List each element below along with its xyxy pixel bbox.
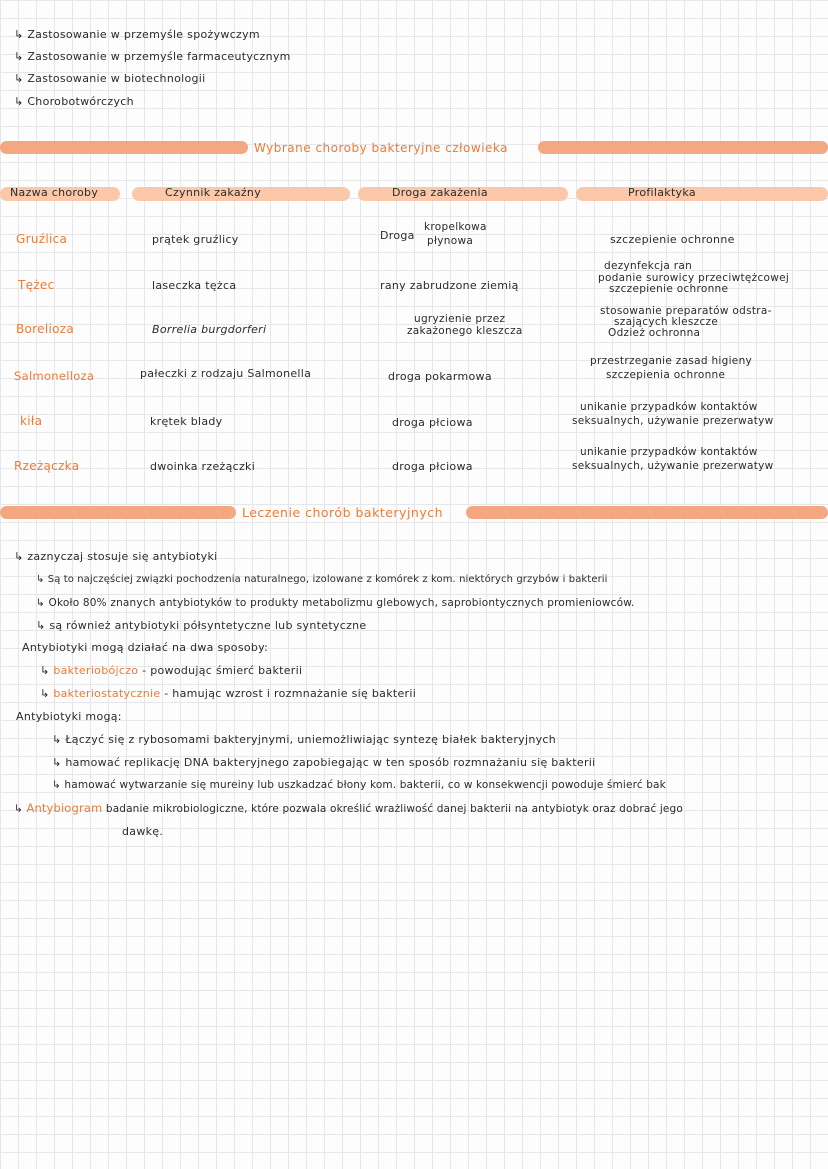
disease-name: Gruźlica [16,232,68,246]
prevention-line: Odzież ochronna [608,327,701,339]
disease-name: Rzeżączka [14,459,80,473]
note-line: ↳ hamować replikację DNA bakteryjnego zapobiegając w ten sposób rozmnażaniu się bakterii [52,756,596,769]
intro-line: ↳ Chorobotwórczych [14,95,134,108]
note-line: ↳ Łączyć się z rybosomami bakteryjnymi, uniemożliwiając syntezę białek bakteryjnych [52,733,557,746]
term-description: badanie mikrobiologiczne, które pozwala określić wrażliwość danej bakterii na antybiotyk oraz dobrać jego [105,803,683,815]
prevention-line: szczepienia ochronne [606,369,726,381]
disease-name: kiła [20,414,43,428]
route-line: droga płciowa [392,460,473,473]
prevention-line: szczepienie ochronne [609,283,729,295]
prevention-line: stosowanie preparatów odstra- [600,305,772,317]
infectious-agent: pałeczki z rodzaju Salmonella [140,367,312,380]
term-antibiogram: Antybiogram [26,801,103,815]
route-line: rany zabrudzone ziemią [380,279,519,292]
note-line: ↳ Około 80% znanych antybiotyków to produkty metabolizmu glebowych, saprobiontycznych promieniowców. [36,597,635,609]
prevention-line: unikanie przypadków kontaktów [580,401,758,413]
note-line: Antybiotyki mogą działać na dwa sposoby: [22,641,269,654]
section-title-diseases: Wybrane choroby bakteryjne człowieka [254,141,509,155]
disease-name: Tężec [18,278,55,292]
term-description: - powodując śmierć bakterii [142,664,303,677]
prevention-line: szających kleszcze [614,316,719,328]
infectious-agent: prątek gruźlicy [152,233,239,246]
note-line: ↳ bakteriobójczo - powodując śmierć bakterii [40,664,303,677]
route-line: płynowa [427,235,474,247]
prevention-line: unikanie przypadków kontaktów [580,446,758,458]
route-line: droga płciowa [392,416,473,429]
section-divider-bar [466,506,828,519]
header-pill [576,187,828,201]
table-header-route: Droga zakażenia [392,186,488,199]
note-line: dawkę. [122,825,164,838]
table-header-prevention: Profilaktyka [628,186,696,199]
section-divider-bar [538,141,828,154]
term-bactericidal: bakteriobójczo [53,664,139,677]
section-title-treatment: Leczenie chorób bakteryjnych [242,505,444,520]
prevention-line: szczepienie ochronne [610,233,735,246]
route-line: kropelkowa [424,221,487,233]
prevention-line: dezynfekcja ran [604,260,693,272]
infectious-agent: laseczka tężca [152,279,237,292]
prevention-line: podanie surowicy przeciwtężcowej [598,272,790,284]
term-bacteriostatic: bakteriostatycznie [53,687,161,700]
note-line: ↳ Antybiogram badanie mikrobiologiczne, które pozwala określić wrażliwość danej bakterii na antybiotyk oraz dobrać jego [14,801,683,815]
section-divider-bar [0,506,236,519]
note-line: ↳ Są to najczęściej związki pochodzenia naturalnego, izolowane z komórek z kom. niektórych grzybów i bakterii [36,574,608,585]
note-line: ↳ hamować wytwarzanie się mureiny lub uszkadzać błony kom. bakterii, co w konsekwencji powoduje śmierć bak [52,779,666,791]
infectious-agent: krętek blady [150,415,223,428]
route-line: ugryzienie przez [414,313,506,325]
section-divider-bar [0,141,248,154]
infectious-agent: dwoinka rzeżączki [150,460,256,473]
intro-line: ↳ Zastosowanie w przemyśle spożywczym [14,28,260,41]
route-prefix: Droga [380,229,415,242]
intro-line: ↳ Zastosowanie w biotechnologii [14,72,206,85]
note-line: ↳ zaznyczaj stosuje się antybiotyki [14,550,218,563]
disease-name: Salmonelloza [14,369,95,383]
table-header-agent: Czynnik zakaźny [165,186,262,199]
prevention-line: przestrzeganie zasad higieny [590,355,753,367]
prevention-line: seksualnych, używanie prezerwatyw [572,460,774,472]
infectious-agent: Borrelia burgdorferi [152,323,267,336]
route-line: zakażonego kleszcza [407,325,523,337]
route-line: droga pokarmowa [388,370,492,383]
note-line: Antybiotyki mogą: [16,710,122,723]
note-line: ↳ są również antybiotyki półsyntetyczne lub syntetyczne [36,619,367,632]
disease-name: Borelioza [16,322,74,336]
prevention-line: seksualnych, używanie prezerwatyw [572,415,774,427]
table-header-name: Nazwa choroby [10,186,99,199]
intro-line: ↳ Zastosowanie w przemyśle farmaceutycznym [14,50,291,63]
note-line: ↳ bakteriostatycznie - hamując wzrost i rozmnażanie się bakterii [40,687,417,700]
term-description: - hamując wzrost i rozmnażanie się bakterii [164,687,417,700]
